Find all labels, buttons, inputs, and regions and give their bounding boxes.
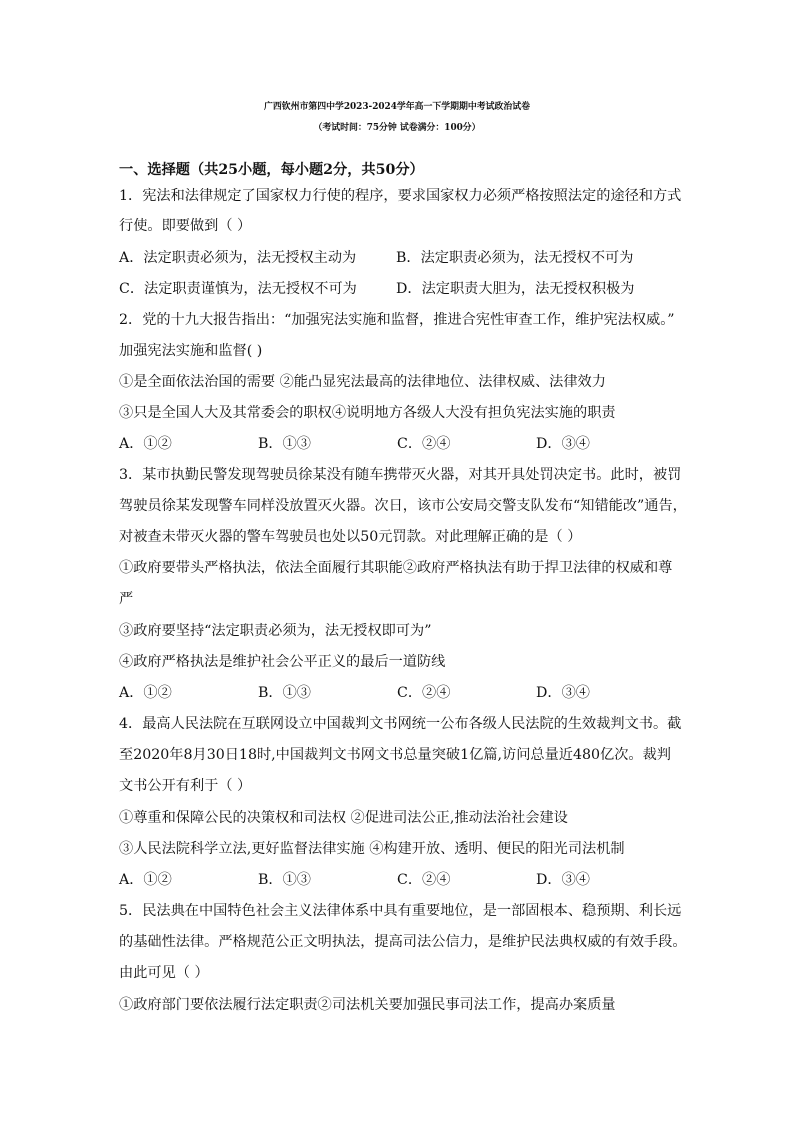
q3-stem-line-2: 驾驶员徐某发现警车同样没放置灭火器。次日，该市公安局交警支队发布“知错能改”通告，: [119, 498, 687, 514]
q5-statement-line-1: ①政府部门要依法履行法定职责②司法机关要加强民事司法工作，提高办案质量: [119, 997, 616, 1013]
q2-statement-line-1: ①是全面依法治国的需要 ②能凸显宪法最高的法律地位、法律权威、法律效力: [119, 374, 606, 390]
q1-option-b[interactable]: B．法定职责必须为，法无授权不可为: [396, 250, 634, 266]
q3-option-d[interactable]: D．③④: [536, 685, 590, 701]
q1-stem-line-1: 1．宪法和法律规定了国家权力行使的程序，要求国家权力必须严格按照法定的途径和方式: [119, 188, 682, 204]
q4-stem-line-2: 至2020年8月30日18时,中国裁判文书网文书总量突破1亿篇,访问总量近480亿次。裁判: [119, 747, 671, 763]
q2-option-b[interactable]: B．①③: [258, 436, 311, 452]
q1-option-d[interactable]: D．法定职责大胆为，法无授权积极为: [396, 281, 635, 297]
q4-statement-line-1: ①尊重和保障公民的决策权和司法权 ②促进司法公正,推动法治社会建设: [119, 810, 568, 826]
q1-option-c[interactable]: C．法定职责谨慎为，法无授权不可为: [119, 281, 357, 297]
q4-stem-line-1: 4．最高人民法院在互联网设立中国裁判文书网统一公布各级人民法院的生效裁判文书。截: [119, 716, 682, 732]
section-heading: 一、选择题（共25小题，每小题2分，共50分）: [119, 162, 424, 178]
q1-option-a[interactable]: A．法定职责必须为，法无授权主动为: [119, 250, 357, 266]
q4-stem-line-3: 文书公开有利于（ ）: [119, 778, 252, 794]
q4-option-a[interactable]: A．①②: [119, 872, 172, 888]
q3-statement-line-3: ③政府要坚持“法定职责必须为，法无授权即可为”: [119, 623, 432, 639]
q4-option-b[interactable]: B．①③: [258, 872, 311, 888]
q1-stem-line-2: 行使。即要做到（ ）: [119, 218, 252, 234]
q3-statement-line-1: ①政府要带头严格执法，依法全面履行其职能②政府严格执法有助于捍卫法律的权威和尊: [119, 560, 673, 576]
q3-option-c[interactable]: C．②④: [397, 685, 451, 701]
q5-stem-line-2: 的基础性法律。严格规范公正文明执法，提高司法公信力，是维护民法典权威的有效手段。: [119, 934, 687, 950]
q2-stem-line-1: 2．党的十九大报告指出：“加强宪法实施和监督，推进合宪性审查工作，维护宪法权威。”: [119, 312, 675, 328]
exam-subtitle: （考试时间：75分钟 试卷满分：100分）: [313, 123, 481, 133]
q3-option-b[interactable]: B．①③: [258, 685, 311, 701]
q5-stem-line-1: 5．民法典在中国特色社会主义法律体系中具有重要地位，是一部固根本、稳预期、利长远: [119, 903, 682, 919]
q4-statement-line-2: ③人民法院科学立法,更好监督法律实施 ④构建开放、透明、便民的阳光司法机制: [119, 841, 625, 857]
q3-option-a[interactable]: A．①②: [119, 685, 172, 701]
q3-statement-line-2: 严: [119, 591, 134, 607]
q4-option-d[interactable]: D．③④: [536, 872, 590, 888]
q2-stem-line-2: 加强宪法实施和监督( ): [119, 343, 263, 359]
q2-option-c[interactable]: C．②④: [397, 436, 451, 452]
q5-stem-line-3: 由此可见（ ）: [119, 965, 209, 981]
q2-option-d[interactable]: D．③④: [536, 436, 590, 452]
q3-stem-line-1: 3．某市执勤民警发现驾驶员徐某没有随车携带灭火器，对其开具处罚决定书。此时，被罚: [119, 467, 682, 483]
q2-option-a[interactable]: A．①②: [119, 436, 172, 452]
q2-statement-line-2: ③只是全国人大及其常委会的职权④说明地方各级人大没有担负宪法实施的职责: [119, 405, 616, 421]
q3-stem-line-3: 对被查未带灭火器的警车驾驶员也处以50元罚款。对此理解正确的是（ ）: [119, 529, 582, 545]
q3-statement-line-4: ④政府严格执法是维护社会公平正义的最后一道防线: [119, 654, 446, 670]
exam-title: 广西钦州市第四中学2023-2024学年高一下学期期中考试政治试卷: [263, 102, 531, 112]
q4-option-c[interactable]: C．②④: [397, 872, 451, 888]
